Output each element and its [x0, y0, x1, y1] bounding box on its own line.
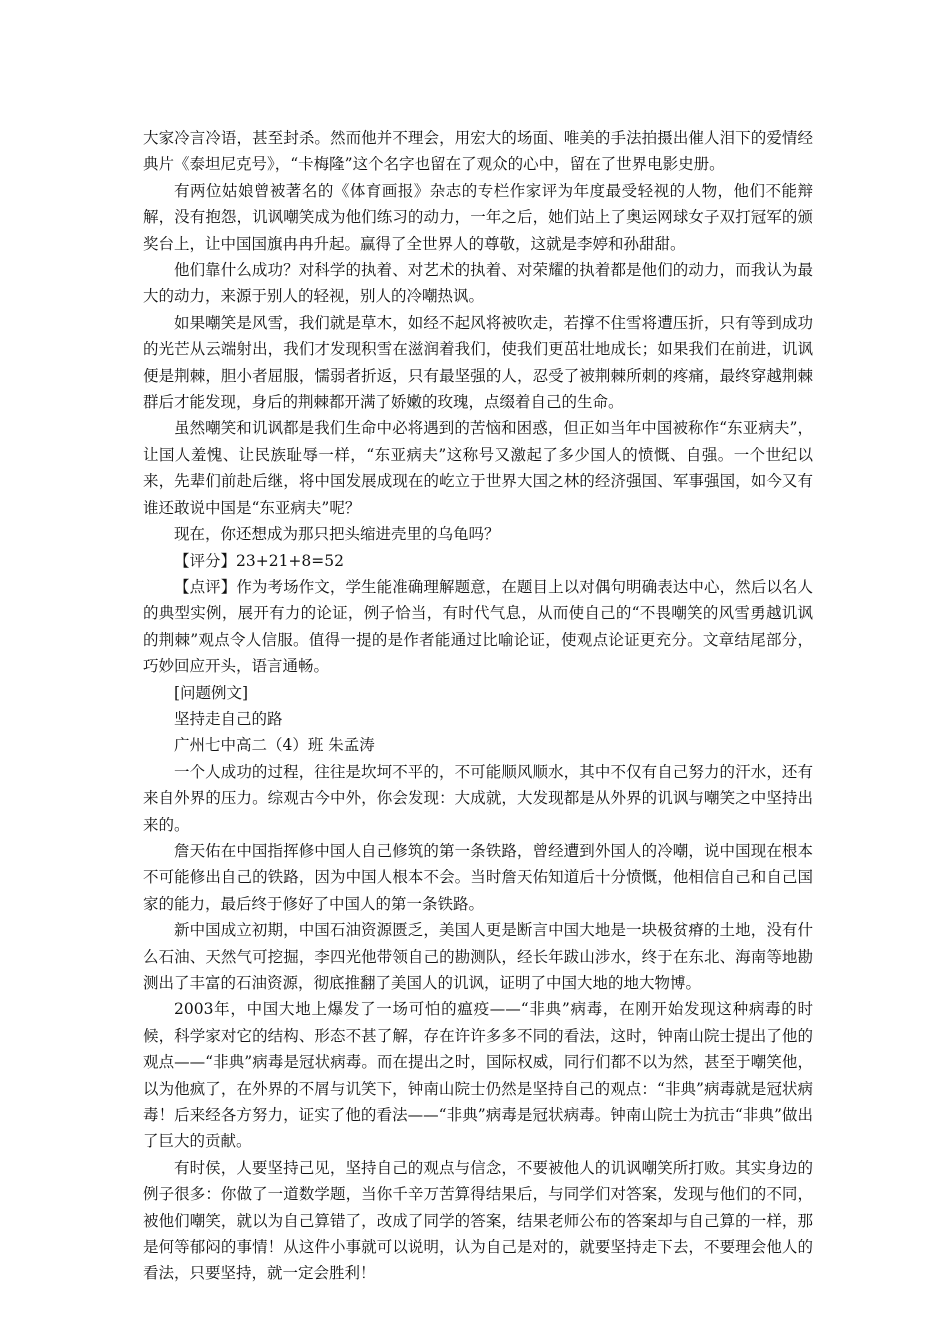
paragraph-closing-question: 现在，你还想成为那只把头缩进壳里的乌龟吗？	[174, 525, 500, 544]
score-line: 【评分】23+21+8=52	[174, 551, 344, 570]
paragraph-zhan-tianyou: 詹天佑在中国指挥修中国人自己修筑的第一条铁路，曾经遭到外国人的冷嘲，说中国现在根本不可能修出自己的铁路，因为中国人根本不会。当时詹天佑知道后十分愤慨，他相信自己和自己国家的能力，最后终于修好了中国人的第一条铁路。	[143, 841, 813, 913]
paragraph-continuation: 大家冷言冷语，甚至封杀。然而他并不理会，用宏大的场面、唯美的手法拍摄出催人泪下的爱情经典片《泰坦尼克号》，“卡梅隆”这个名字也留在了观众的心中，留在了世界电影史册。	[143, 129, 813, 174]
paragraph-li-siguang: 新中国成立初期，中国石油资源匮乏，美国人更是断言中国大地是一块极贫瘠的土地，没有什么石油、天然气可挖掘，李四光他带领自己的勘测队，经长年跋山涉水，终于在东北、海南等地勘测出了丰富的石油资源，彻底推翻了美国人的讥讽，证明了中国大地的地大物博。	[143, 921, 813, 992]
paragraph-sars: 2003年，中国大地上爆发了一场可怕的瘟疫——“非典”病毒，在刚开始发现这种病毒的时候，科学家对它的结构、形态不甚了解，存在许许多多不同的看法，这时，钟南山院士提出了他的观点——“非典”病毒是冠状病毒。而在提出之时，国际权威，同行们都不以为然，甚至于嘲笑他，以为他疯了，在外界的不屑与讥笑下，钟南山院士仍然是坚持自己的观点：“非典”病毒就是冠状病毒！后来经各方努力，证实了他的看法——“非典”病毒是冠状病毒。钟南山院士为抗击“非典”做出了巨大的贡献。	[143, 1000, 813, 1151]
paragraph-intro: 一个人成功的过程，往往是坎坷不平的，不可能顺风顺水，其中不仅有自己努力的汗水，还有来自外界的压力。综观古今中外，你会发现：大成就，大发现都是从外界的讥讽与嘲笑之中坚持出来的。	[143, 762, 813, 834]
paragraph-conclusion: 有时侯，人要坚持己见，坚持自己的观点与信念，不要被他人的讥讽嘲笑所打败。其实身边的例子很多：你做了一道数学题，当你千辛万苦算得结果后，与同学们对答案，发现与他们的不同，被他们嘲笑，就以为自己算错了，改成了同学的答案，结果老师公布的答案却与自己算的一样，那是何等郁闷的事情！从这件小事就可以说明，认为自己是对的，就要坚持走下去，不要理会他人的看法，只要坚持，就一定会胜利！	[143, 1158, 813, 1283]
essay-title: 坚持走自己的路	[174, 709, 283, 728]
paragraph-motivation: 他们靠什么成功？对科学的执着、对艺术的执着、对荣耀的执着都是他们的动力，而我认为最大的动力，来源于别人的轻视，别人的冷嘲热讽。	[143, 261, 813, 306]
section-label: [问题例文]	[174, 683, 249, 702]
paragraph-sick-man: 虽然嘲笑和讥讽都是我们生命中必将遇到的苦恼和困惑，但正如当年中国被称作“东亚病夫”，让国人羞愧、让民族耻辱一样，“东亚病夫”这称号又激起了多少国人的愤慨、自强。一个世纪以来，先辈们前赴后继，将中国发展成现在的屹立于世界大国之林的经济强国、军事强国，如今又有谁还敢说中国是“东亚病夫”呢？	[143, 419, 813, 517]
comment-paragraph: 【点评】作为考场作文，学生能准确理解题意，在题目上以对偶句明确表达中心，然后以名人的典型实例，展开有力的论证，例子恰当，有时代气息，从而使自己的“不畏嘲笑的风雪勇越讥讽的荆棘”观点令人信服。值得一提的是作者能通过比喻论证，使观点论证更充分。文章结尾部分，巧妙回应开头，语言通畅。	[143, 577, 813, 676]
paragraph-metaphor: 如果嘲笑是风雪，我们就是草木，如经不起风将被吹走，若撑不住雪将遭压折，只有等到成功的光芒从云端射出，我们才发现积雪在滋润着我们，使我们更茁壮地成长；如果我们在前进，讥讽便是荆棘，胆小者屈服，懦弱者折返，只有最坚强的人，忍受了被荆棘所刺的疼痛，最终穿越荆棘群后才能发现，身后的荆棘都开满了娇嫩的玫瑰，点缀着自己的生命。	[143, 313, 813, 412]
paragraph-tennis: 有两位姑娘曾被著名的《体育画报》杂志的专栏作家评为年度最受轻视的人物，他们不能辩解，没有抱怨，讥讽嘲笑成为他们练习的动力，一年之后，她们站上了奥运网球女子双打冠军的颁奖台上，让中国国旗冉冉升起。赢得了全世界人的尊敬，这就是李婷和孙甜甜。	[143, 181, 813, 253]
essay-author: 广州七中高二（4）班 朱孟涛	[174, 736, 375, 755]
document-page	[143, 125, 813, 1287]
